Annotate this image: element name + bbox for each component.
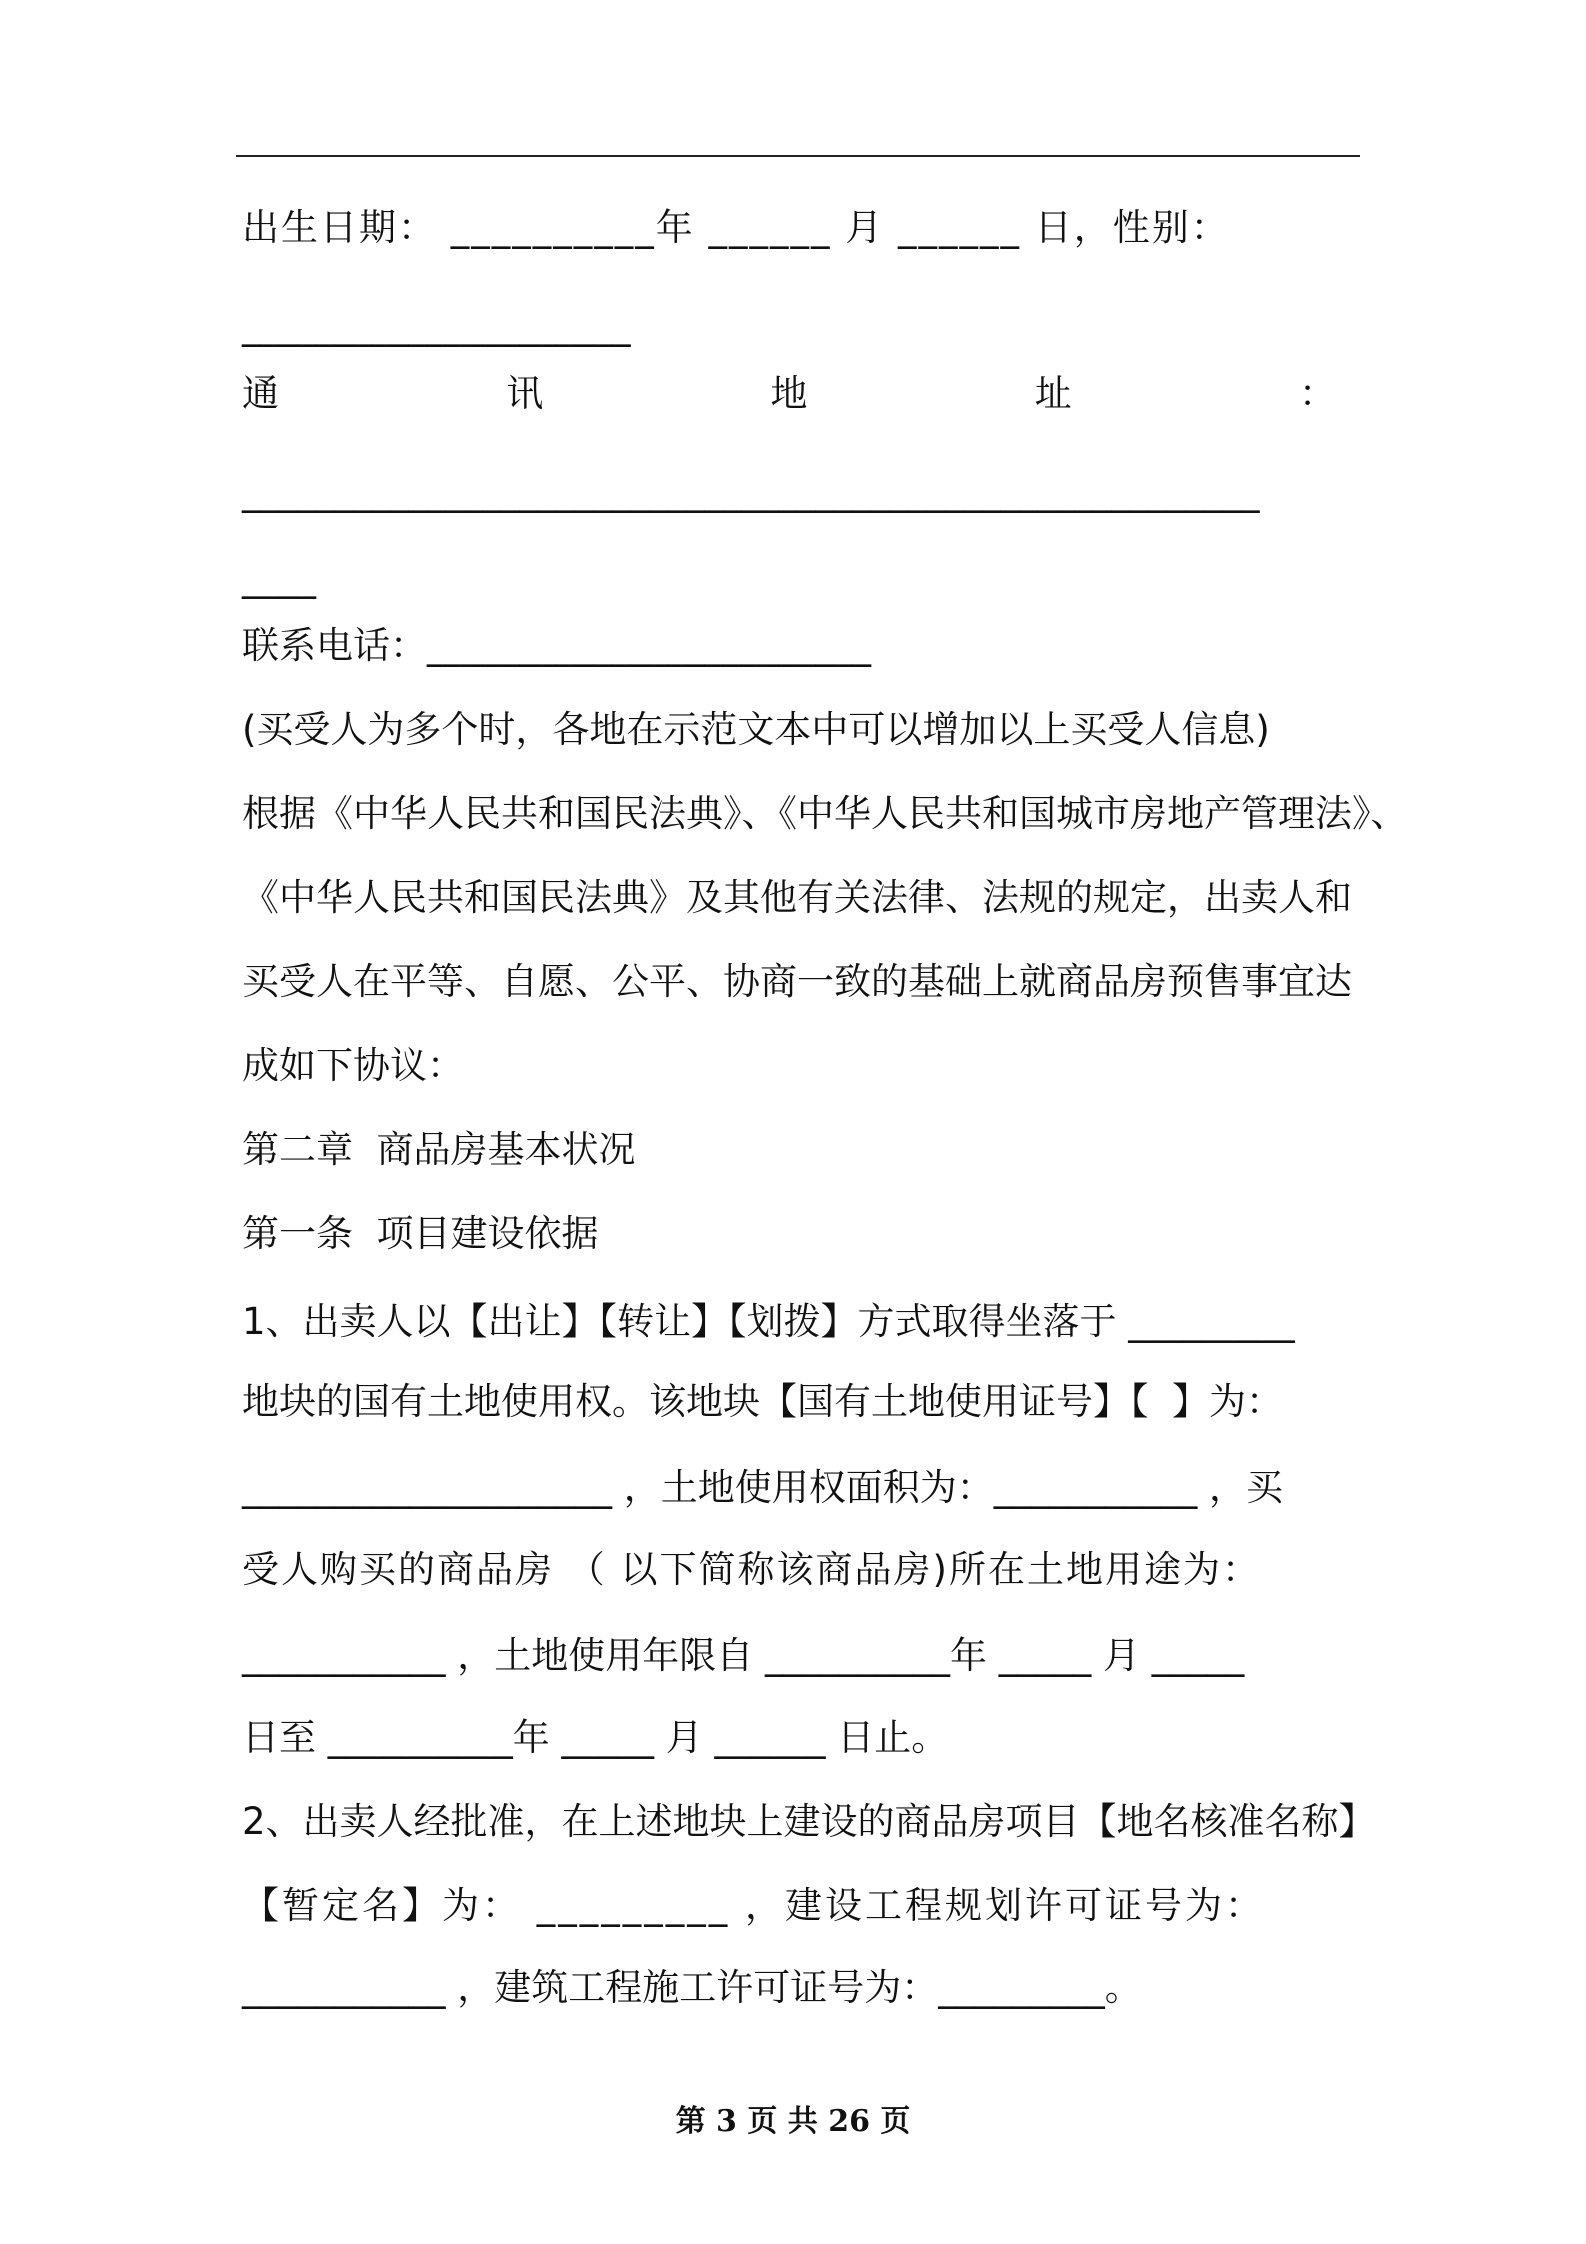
basis-line-2: 《中华人民共和国民法典》及其他有关法律、法规的规定，出卖人和 [242,876,1352,919]
clause-2-line-3: ___________ ，建筑工程施工许可证号为：_________。 [242,1966,1142,2009]
header-rule [236,155,1360,157]
address-colon: ： [1299,372,1336,415]
clause-1-line-4: 受人购买的商品房 （ 以下简称该商品房)所在土地用途为： [242,1548,1261,1591]
address-char-4: 址 [1034,372,1072,415]
address-char-1: 通 [242,372,279,415]
basis-line-4: 成如下协议： [242,1044,464,1087]
address-char-3: 地 [770,372,808,415]
clause-1-line-3: ____________________ ，土地使用权面积为：___________ ，买 [242,1466,1284,1509]
page-footer: 第 3 页 共 26 页 [675,2104,911,2139]
clause-1-line-6: 日至 __________年 _____ 月 ______ 日止。 [242,1716,949,1759]
gender-blank-line: _____________________ [242,304,631,347]
clause-1-line-5: ___________ ，土地使用年限自 __________年 _____ 月 _____ [242,1634,1245,1677]
basis-line-1: 根据《中华人民共和国民法典》、《中华人民共和国城市房地产管理法》、 [242,792,1408,835]
buyer-note-line: (买受人为多个时，各地在示范文本中可以增加以上买受人信息) [242,708,1270,751]
birth-date-line: 出生日期： __________年 ______ 月 ______ 日，性别： [242,206,1230,249]
address-blank-line-2: ____ [242,556,316,599]
clause-2-line-2: 【暂定名】为： _________ ，建设工程规划许可证号为： [242,1884,1266,1927]
clause-1-line-2: 地块的国有土地使用权。该地块【国有土地使用证号】【 】为： [242,1380,1284,1423]
basis-line-3: 买受人在平等、自愿、公平、协商一致的基础上就商品房预售事宜达 [242,960,1352,1003]
clause-1-line-1: 1、出卖人以【出让】【转让】【划拨】方式取得坐落于 _________ [242,1300,1295,1343]
article-heading: 第一条 项目建设依据 [242,1212,599,1255]
clause-2-line-1: 2、出卖人经批准，在上述地块上建设的商品房项目【地名核准名称】 [242,1800,1376,1843]
phone-line: 联系电话：________________________ [242,624,871,667]
address-blank-line: _______________________________________________________ [242,470,1260,513]
chapter-heading: 第二章 商品房基本状况 [242,1128,636,1171]
address-label-line [242,372,1336,416]
address-char-2: 讯 [506,372,544,415]
